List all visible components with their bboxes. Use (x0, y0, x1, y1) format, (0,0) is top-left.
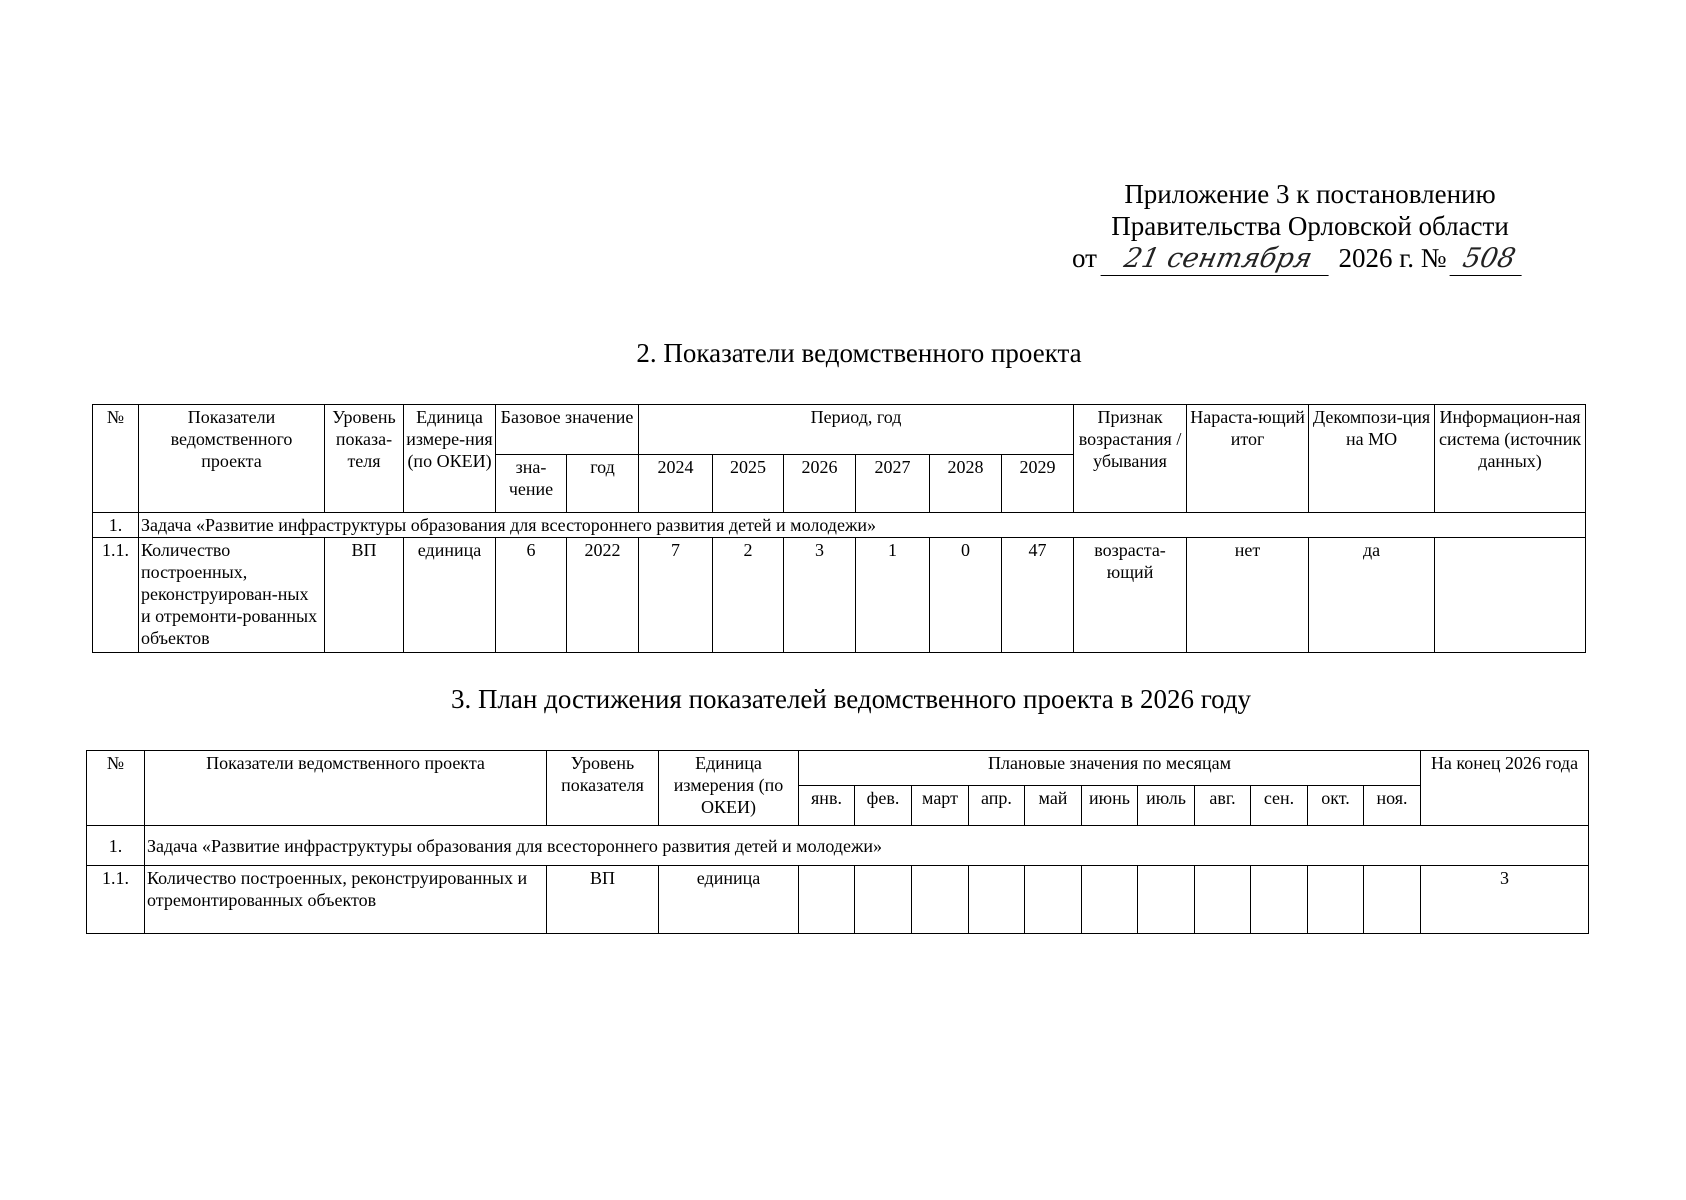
plan-th-indicator: Показатели ведомственного проекта (145, 751, 547, 826)
plan-th-end: На конец 2026 года (1421, 751, 1589, 826)
plan-th-month-aug: авг. (1195, 786, 1251, 826)
row-level: ВП (325, 538, 404, 653)
plan-row-month-apr (969, 866, 1025, 934)
th-infosystem: Информацион-ная система (источник данных) (1435, 405, 1586, 513)
task-row (93, 513, 1586, 538)
plan-row-level: ВП (547, 866, 659, 934)
plan-row-month-jun (1082, 866, 1138, 934)
th-year-2024: 2024 (639, 455, 713, 513)
task-num: 1. (93, 513, 139, 538)
th-year-2026: 2026 (784, 455, 856, 513)
th-base: Базовое значение (496, 405, 639, 455)
row-unit: единица (404, 538, 496, 653)
table-row (87, 866, 1589, 934)
plan-th-monthly: Плановые значения по месяцам (799, 751, 1421, 786)
th-level: Уровень показа-теля (325, 405, 404, 513)
plan-th-month-nov: ноя. (1364, 786, 1421, 826)
th-period: Период, год (639, 405, 1074, 455)
th-sign: Признак возрастания /убывания (1074, 405, 1187, 513)
plan-row-num: 1.1. (87, 866, 145, 934)
row-indicator: Количество построенных, реконструирован-ных и отремонти-рованных объектов (139, 538, 325, 653)
row-value-2027: 1 (856, 538, 930, 653)
th-num: № (93, 405, 139, 513)
row-value-2028: 0 (930, 538, 1002, 653)
plan-task-text: Задача «Развитие инфраструктуры образования для всестороннего развития детей и молодежи» (145, 826, 1589, 866)
plan-th-level: Уровень показателя (547, 751, 659, 826)
row-sign: возраста-ющий (1074, 538, 1187, 653)
document-header (1050, 178, 1570, 276)
plan-row-month-oct (1308, 866, 1364, 934)
th-base-year: год (567, 455, 639, 513)
plan-th-unit: Единица измерения (по ОКЕИ) (659, 751, 799, 826)
th-year-2025: 2025 (713, 455, 784, 513)
header-line-3 (1050, 242, 1570, 276)
handwritten-date: 21 сентября (1100, 243, 1335, 276)
row-base-value: 6 (496, 538, 567, 653)
th-unit: Единица измере-ния (по ОКЕИ) (404, 405, 496, 513)
row-cumulative: нет (1187, 538, 1309, 653)
row-value-2024: 7 (639, 538, 713, 653)
row-value-2026: 3 (784, 538, 856, 653)
plan-row-month-feb (855, 866, 912, 934)
row-infosystem (1435, 538, 1586, 653)
th-year-2028: 2028 (930, 455, 1002, 513)
plan-th-month-feb: фев. (855, 786, 912, 826)
plan-row-month-aug (1195, 866, 1251, 934)
th-cumulative: Нараста-ющий итог (1187, 405, 1309, 513)
row-value-2029: 47 (1002, 538, 1074, 653)
row-num: 1.1. (93, 538, 139, 653)
header-line-1: Приложение 3 к постановлению (1124, 179, 1496, 209)
plan-row-indicator: Количество построенных, реконструированных и отремонтированных объектов (145, 866, 547, 934)
section-3-title: 3. План достижения показателей ведомственного проекта в 2026 году (450, 684, 1252, 714)
plan-th-month-apr: апр. (969, 786, 1025, 826)
plan-task-num: 1. (87, 826, 145, 866)
plan-th-month-jul: июль (1138, 786, 1195, 826)
plan-th-month-jun: июнь (1082, 786, 1138, 826)
from-label: от (1072, 243, 1097, 273)
task-text: Задача «Развитие инфраструктуры образования для всестороннего развития детей и молодежи» (139, 513, 1586, 538)
plan-row-month-mar (912, 866, 969, 934)
plan-th-month-sep: сен. (1251, 786, 1308, 826)
section-2-title: 2. Показатели ведомственного проекта (636, 338, 1082, 368)
plan-th-num: № (87, 751, 145, 826)
handwritten-number: 508 (1450, 243, 1529, 276)
plan-th-month-oct: окт. (1308, 786, 1364, 826)
plan-row-month-may (1025, 866, 1082, 934)
plan-row-month-jan (799, 866, 855, 934)
indicators-table (92, 404, 1586, 653)
th-year-2029: 2029 (1002, 455, 1074, 513)
th-base-value: зна-чение (496, 455, 567, 513)
th-year-2027: 2027 (856, 455, 930, 513)
plan-th-month-jan: янв. (799, 786, 855, 826)
row-value-2025: 2 (713, 538, 784, 653)
plan-row-end-value: 3 (1421, 866, 1589, 934)
plan-th-month-may: май (1025, 786, 1082, 826)
plan-table (86, 750, 1589, 934)
table-row (93, 538, 1586, 653)
th-decomposition: Декомпози-ция на МО (1309, 405, 1435, 513)
plan-row-month-sep (1251, 866, 1308, 934)
plan-row-unit: единица (659, 866, 799, 934)
plan-row-month-jul (1138, 866, 1195, 934)
plan-th-month-mar: март (912, 786, 969, 826)
row-decomposition: да (1309, 538, 1435, 653)
plan-task-row (87, 826, 1589, 866)
th-indicator: Показатели ведомственного проекта (139, 405, 325, 513)
plan-row-month-nov (1364, 866, 1421, 934)
row-base-year: 2022 (567, 538, 639, 653)
year-label: 2026 г. № (1338, 243, 1447, 273)
header-line-2: Правительства Орловской области (1111, 211, 1509, 241)
